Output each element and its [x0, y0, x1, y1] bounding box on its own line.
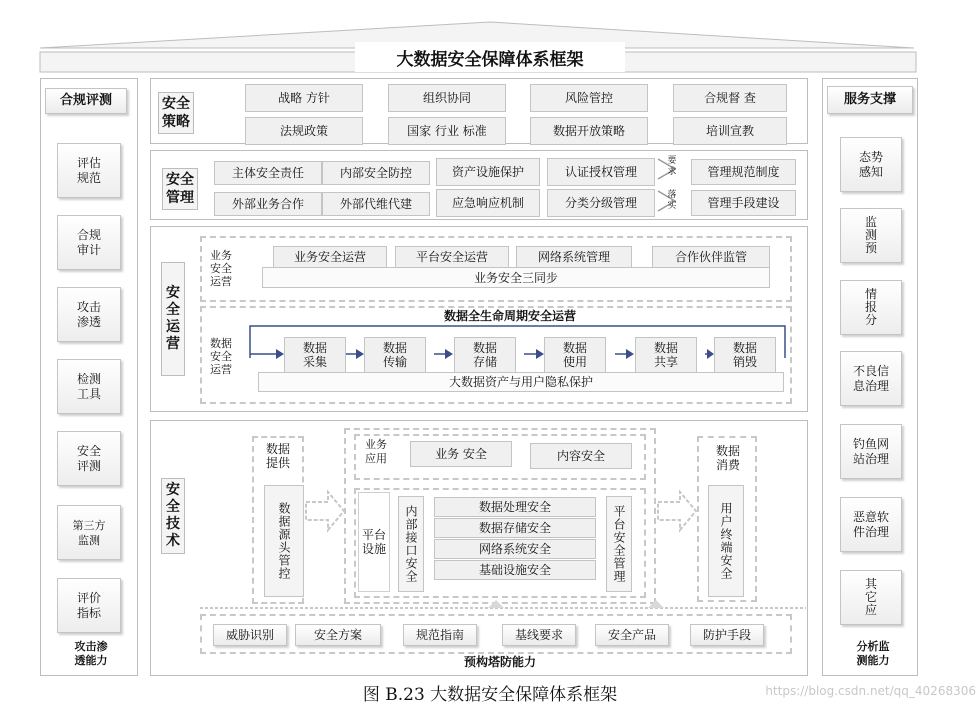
center-item-network: 网络系统安全: [434, 539, 596, 559]
center-item-infrastructure: 基础设施安全: [434, 560, 596, 580]
right-column-header: 服务支撑: [827, 86, 913, 114]
mgmt-item-7: 应急响应机制: [436, 189, 540, 217]
watermark: https://blog.csdn.net/qq_40268306: [765, 684, 976, 698]
strategy-label: 安全 策略: [158, 92, 194, 134]
mgmt-item-1: 主体安全责任: [214, 161, 322, 185]
strategy-item-3: 风险管控: [530, 84, 648, 112]
right-item-6: 恶意软 件治理: [840, 497, 902, 552]
defense-item-solution: 安全方案: [295, 624, 381, 646]
left-item-1: 评估 规范: [57, 143, 121, 198]
left-item-2: 合规 审计: [57, 215, 121, 270]
figure-caption: 图 B.23 大数据安全保障体系框架: [362, 685, 618, 705]
privacy-bar: 大数据资产与用户隐私保护: [258, 372, 784, 392]
app-item-content-security: 内容安全: [530, 443, 632, 469]
center-item-storage: 数据存储安全: [434, 518, 596, 538]
stage-destroy: 数据 销毁: [714, 337, 776, 373]
operation-label: 安全 运营: [161, 262, 185, 376]
business-ops-label: 业务 安全 运营: [210, 249, 232, 288]
left-item-5: 安全 评测: [57, 431, 121, 486]
diagram-title: 大数据安全保障体系框架: [355, 42, 625, 72]
mgmt-item-6: 外部代维代建: [322, 192, 430, 216]
right-item-2: 监 测 预: [840, 208, 902, 263]
mgmt-arrow-implement: 落实: [667, 190, 677, 211]
hollow-arrow-right: [656, 488, 698, 534]
strategy-item-1: 战略 方针: [245, 84, 363, 112]
mgmt-right-2: 管理手段建设: [691, 190, 796, 216]
business-ops-item-1: 业务安全运营: [273, 246, 387, 268]
left-item-6: 第三方 监测: [57, 505, 121, 560]
left-item-3: 攻击 渗透: [57, 287, 121, 342]
left-item-4: 检测 工具: [57, 359, 121, 414]
defense-item-threat: 威胁识别: [213, 624, 287, 646]
defense-upward-arrows: [196, 598, 810, 612]
center-item-processing: 数据处理安全: [434, 497, 596, 517]
strategy-item-6: 国家 行业 标准: [388, 117, 506, 145]
data-consume-label: 数据 消费: [715, 444, 740, 472]
strategy-item-5: 法规政策: [245, 117, 363, 145]
right-column-footer: 分析监 测能力: [856, 640, 890, 667]
defense-footer: 预构塔防能力: [463, 655, 536, 669]
right-item-4: 不良信 息治理: [840, 351, 902, 406]
mgmt-right-1: 管理规范制度: [691, 159, 796, 185]
right-item-7: 其 它 应: [840, 570, 902, 625]
user-terminal-security: 用户终端安全: [708, 485, 744, 597]
defense-item-baseline: 基线要求: [502, 624, 576, 646]
right-item-1: 态势 感知: [840, 137, 902, 192]
lifecycle-title: 数据全生命周期安全运营: [443, 309, 576, 323]
data-ops-label: 数据 安全 运营: [210, 337, 232, 376]
right-item-3: 情 报 分: [840, 280, 902, 335]
right-item-5: 钓鱼网 站治理: [840, 424, 902, 479]
app-item-business-security: 业务 安全: [410, 441, 512, 467]
data-source-control: 数据源头管控: [264, 485, 304, 597]
stage-share: 数据 共享: [635, 337, 697, 373]
internal-interface-security: 内部接口安全: [398, 496, 424, 592]
strategy-item-4: 合规督 查: [673, 84, 787, 112]
business-ops-item-4: 合作伙伴监管: [652, 246, 770, 268]
business-ops-item-3: 网络系统管理: [516, 246, 632, 268]
business-sync-bar: 业务安全三同步: [262, 267, 770, 288]
stage-collect: 数据 采集: [284, 337, 346, 373]
mgmt-arrow-require: 要求: [667, 156, 677, 177]
stage-use: 数据 使用: [544, 337, 606, 373]
hollow-arrow-left: [304, 488, 346, 534]
platform-infra-label: 平台 设施: [358, 492, 390, 592]
business-app-label: 业务 应用: [365, 438, 387, 465]
strategy-item-7: 数据开放策略: [530, 117, 648, 145]
mgmt-item-8: 分类分级管理: [547, 189, 655, 217]
mgmt-item-2: 内部安全防控: [322, 161, 430, 185]
defense-item-means: 防护手段: [690, 624, 764, 646]
left-column-header: 合规评测: [45, 88, 127, 114]
technology-label: 安全 技术: [161, 478, 185, 554]
mgmt-item-5: 外部业务合作: [214, 192, 322, 216]
defense-item-product: 安全产品: [595, 624, 669, 646]
mgmt-item-4: 认证授权管理: [547, 158, 655, 186]
management-label: 安全 管理: [162, 168, 198, 210]
data-provide-label: 数据 提供: [265, 442, 290, 470]
business-ops-item-2: 平台安全运营: [395, 246, 509, 268]
defense-item-guideline: 规范指南: [403, 624, 477, 646]
stage-store: 数据 存储: [454, 337, 516, 373]
strategy-item-2: 组织协同: [388, 84, 506, 112]
left-item-7: 评价 指标: [57, 578, 121, 633]
mgmt-item-3: 资产设施保护: [436, 158, 540, 186]
stage-transmit: 数据 传输: [364, 337, 426, 373]
left-column-footer: 攻击渗 透能力: [74, 640, 108, 667]
strategy-item-8: 培训宣教: [673, 117, 787, 145]
platform-security-mgmt: 平台安全管理: [606, 496, 632, 592]
